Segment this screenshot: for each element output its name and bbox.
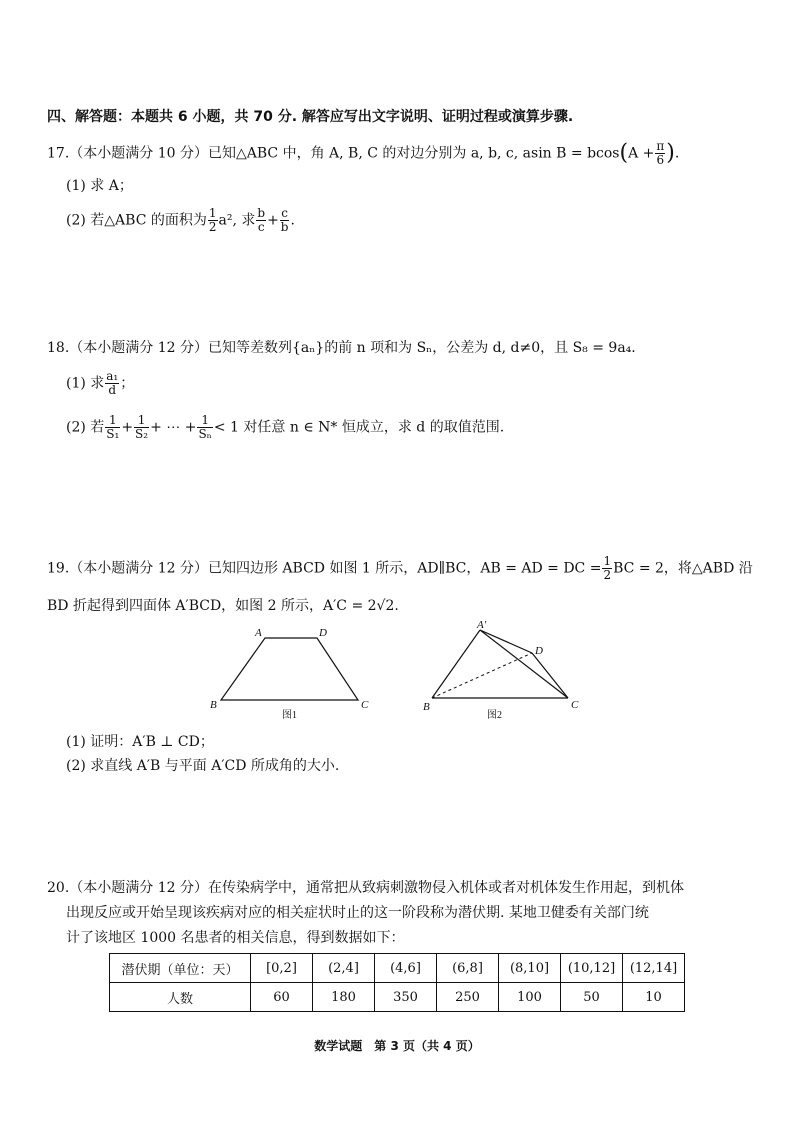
q17-part2: (2) 若△ABC 的面积为 $\frac{1}{2}$ a², 求 $\frac{b}{c}$ + $\frac{c}{b}$ . <box>66 206 295 234</box>
fig2-label-b: B <box>423 701 430 713</box>
q18-frac-sn: $\frac{1}{\text{Sₙ}}$ <box>198 413 212 441</box>
incubation-table <box>109 953 685 1012</box>
edge-ac <box>480 630 568 698</box>
fig2-label-a: A′ <box>477 620 487 631</box>
table-count: 350 <box>375 983 437 1012</box>
q17-c-over-b: $\frac{c}{b}$ <box>280 206 289 234</box>
q17-arg-start: A + <box>628 145 655 162</box>
q18-frac-s1: $\frac{1}{\text{S₁}}$ <box>106 413 120 441</box>
table-interval: [0,2] <box>251 954 313 983</box>
table-interval: (4,6] <box>375 954 437 983</box>
section-header: 四、解答题：本题共 6 小题，共 70 分. 解答应写出文字说明、证明过程或演算步骤. <box>47 109 574 125</box>
fig2-label-d: D <box>535 645 543 657</box>
q19-stem-line2: BD 折起得到四面体 A′BCD，如图 2 所示，A′C = 2√2. <box>47 598 399 614</box>
q19-part1: (1) 证明：A′B ⊥ CD； <box>66 734 214 750</box>
trapezoid-outline <box>221 638 358 700</box>
table-interval: (10,12] <box>561 954 623 983</box>
q18-stem: 18.（本小题满分 12 分）已知等差数列{aₙ}的前 n 项和为 Sₙ，公差为 d, d≠0，且 S₈ = 9a₄. <box>47 340 636 356</box>
table-count: 100 <box>499 983 561 1012</box>
fig2-caption: 图2 <box>487 710 502 721</box>
table-row-counts <box>110 983 685 1012</box>
q18-frac-s2: $\frac{1}{\text{S₂}}$ <box>135 413 149 441</box>
q19-stem-line1: 19.（本小题满分 12 分）已知四边形 ABCD 如图 1 所示，AD∥BC，AB = AD = DC = $\frac{1}{2}$ BC = 2，将△ABD 沿 <box>47 554 753 582</box>
fig1-label-b: B <box>210 699 217 711</box>
table-header-label: 潜伏期（单位：天） <box>110 954 251 983</box>
q17-open-paren: ( <box>619 140 629 166</box>
table-count: 180 <box>313 983 375 1012</box>
q17-b-over-c: $\frac{b}{c}$ <box>257 206 266 234</box>
q19-half-fraction: $\frac{1}{2}$ <box>603 554 612 582</box>
q18-part1: (1) 求 $\frac{\text{a₁}}{d}$ ； <box>66 369 135 397</box>
table-count: 250 <box>437 983 499 1012</box>
figure-1-trapezoid <box>210 627 369 721</box>
fig1-label-a: A <box>255 627 262 639</box>
table-interval: (2,4] <box>313 954 375 983</box>
table-interval: (8,10] <box>499 954 561 983</box>
fig1-label-d: D <box>319 627 327 639</box>
fig1-label-c: C <box>361 699 369 711</box>
q20-line3: 计了该地区 1000 名患者的相关信息，得到数据如下： <box>66 930 405 946</box>
table-count: 10 <box>623 983 685 1012</box>
page-footer: 数学试题 第 3 页（共 4 页） <box>314 1039 480 1053</box>
table-interval: (6,8] <box>437 954 499 983</box>
figure-2-tetrahedron <box>423 620 579 721</box>
q19-part2: (2) 求直线 A′B 与平面 A′CD 所成角的大小. <box>66 758 340 774</box>
q18-a1-over-d: $\frac{\text{a₁}}{d}$ <box>106 369 119 397</box>
q20-line2: 出现反应或开始呈现该疾病对应的相关症状时止的这一阶段称为潜伏期. 某地卫健委有关部门统 <box>66 905 649 921</box>
q19-figures <box>205 620 585 725</box>
table-count: 50 <box>561 983 623 1012</box>
table-count: 60 <box>251 983 313 1012</box>
q17-stem-text: 17.（本小题满分 10 分）已知△ABC 中，角 A, B, C 的对边分别为 a, b, c, asin B = bcos <box>47 145 620 162</box>
table-interval: (12,14] <box>623 954 685 983</box>
table-row-header <box>110 954 685 983</box>
edge-ba <box>432 630 480 698</box>
q17-pi-fraction: $\frac{\pi}{6}$ <box>656 139 665 167</box>
edge-bd-hidden <box>432 653 532 698</box>
q20-line1: 20.（本小题满分 12 分）在传染病学中，通常把从致病刺激物侵入机体或者对机体发生作用起，到机体 <box>47 880 684 896</box>
fig1-caption: 图1 <box>282 710 297 721</box>
q17-half-fraction: $\frac{1}{2}$ <box>208 206 217 234</box>
q17-part1: (1) 求 A； <box>66 178 133 194</box>
fig2-label-c: C <box>571 699 579 711</box>
q17-close-paren: ) <box>666 140 675 166</box>
edge-dc <box>532 653 568 698</box>
q18-part2: (2) 若 $\frac{1}{\text{S₁}}$ + $\frac{1}{\text{S₂}}$ + ⋯ + $\frac{1}{\text{Sₙ}}$ < 1 对任意 n ∈ N* 恒成立，求 d 的取值范围. <box>66 413 505 441</box>
q17-stem: 17.（本小题满分 10 分）已知△ABC 中，角 A, B, C 的对边分别为 a, b, c, asin B = bcos(A + $\frac{\pi}{6}$ ). <box>47 139 680 167</box>
table-count-label: 人数 <box>110 983 251 1012</box>
